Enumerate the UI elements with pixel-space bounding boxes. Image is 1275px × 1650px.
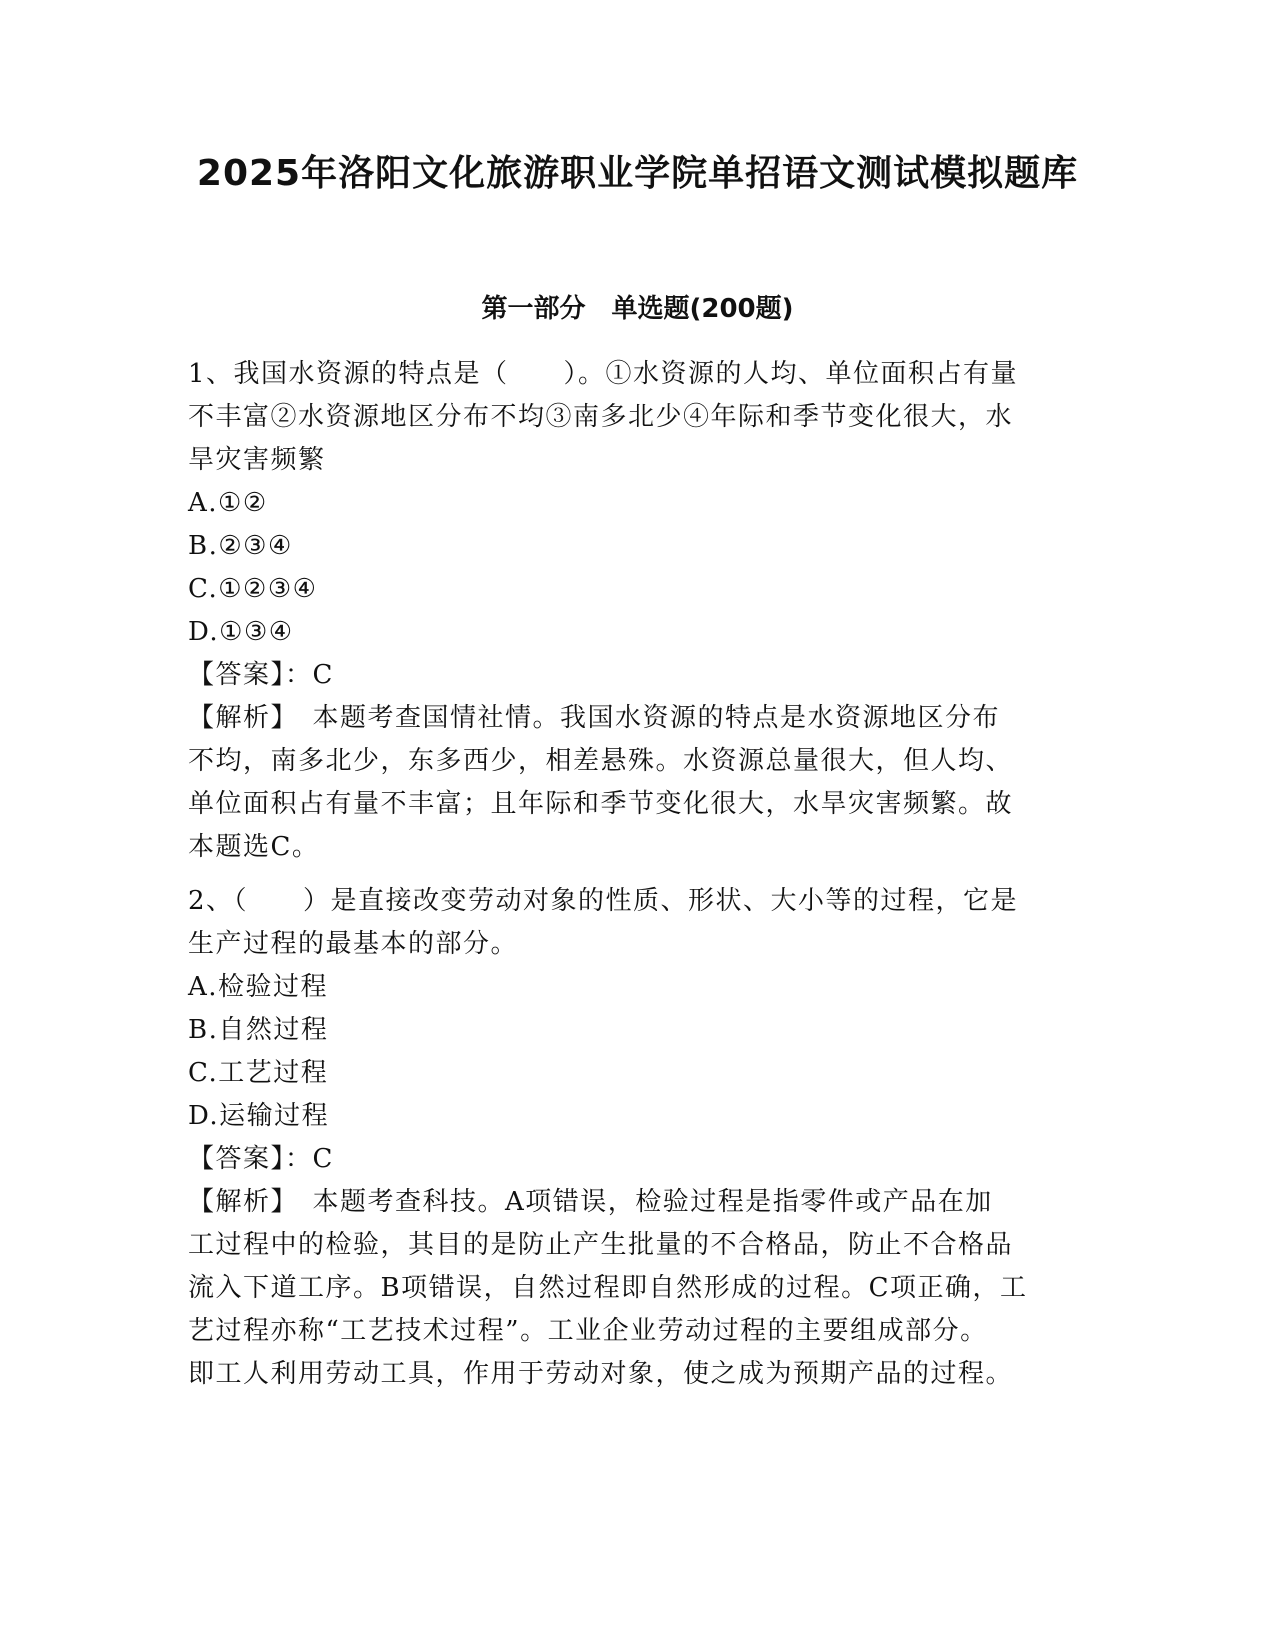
analysis-line: 工过程中的检验，其目的是防止产生批量的不合格品，防止不合格品 [188,1230,1014,1260]
question-stem-line: 不丰富②水资源地区分布不均③南多北少④年际和季节变化很大，水 [188,402,1014,432]
option-b: B.自然过程 [188,1015,329,1045]
analysis-line: 即工人利用劳动工具，作用于劳动对象，使之成为预期产品的过程。 [188,1359,1014,1389]
analysis-line: 【解析】 本题考查国情社情。我国水资源的特点是水资源地区分布 [188,703,1001,733]
analysis-line: 【解析】 本题考查科技。A项错误，检验过程是指零件或产品在加 [188,1187,993,1217]
option-a: A.检验过程 [188,972,329,1002]
document-title: 2025年洛阳文化旅游职业学院单招语文测试模拟题库 [196,153,1079,194]
question-stem-line: 1、我国水资源的特点是（ ）。①水资源的人均、单位面积占有量 [188,359,1019,389]
option-c: C.①②③④ [188,574,318,604]
question-1 [188,353,1074,869]
analysis-line: 单位面积占有量不丰富；且年际和季节变化很大，水旱灾害频繁。故 [188,789,1014,819]
option-b: B.②③④ [188,531,293,561]
analysis-line: 流入下道工序。B项错误，自然过程即自然形成的过程。C项正确，工 [188,1273,1028,1303]
question-2 [188,880,1074,1396]
question-stem-line: 2、（ ）是直接改变劳动对象的性质、形状、大小等的过程，它是 [188,886,1019,916]
option-c: C.工艺过程 [188,1058,329,1088]
answer-line: 【答案】：C [188,660,334,690]
option-d: D.运输过程 [188,1101,330,1131]
question-list [188,353,1074,1396]
answer-line: 【答案】：C [188,1144,334,1174]
analysis-line: 不均，南多北少，东多西少，相差悬殊。水资源总量很大，但人均、 [188,746,1014,776]
analysis-line: 本题选C。 [188,832,320,862]
question-stem-line: 旱灾害频繁 [188,445,326,475]
question-stem-line: 生产过程的最基本的部分。 [188,929,519,959]
option-d: D.①③④ [188,617,294,647]
section-title: 第一部分 单选题(200题) [481,294,794,324]
analysis-line: 艺过程亦称“工艺技术过程”。工业企业劳动过程的主要组成部分。 [188,1316,988,1346]
option-a: A.①② [188,488,268,518]
